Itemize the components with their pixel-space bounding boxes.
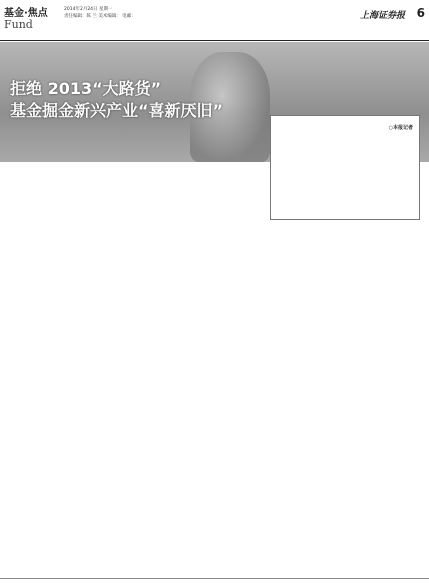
section-subtitle: Fund xyxy=(4,18,33,31)
newspaper-brand: 上海证券报 xyxy=(359,11,405,21)
editor-line: 责任编辑：陈 兰 美术编辑： 电邮： xyxy=(64,14,136,19)
headline-line-2: 基金掘金新兴产业“喜新厌旧” xyxy=(10,101,224,120)
footer-rule xyxy=(0,578,429,579)
summary-byline: ○本报记者 xyxy=(388,125,413,131)
article-column-2 xyxy=(151,165,279,575)
headline-line-1: 拒绝 2013“大路货” xyxy=(10,79,162,98)
issue-date: 2014年2月24日 星期一 xyxy=(64,7,113,12)
headline xyxy=(10,78,223,122)
article-column-3 xyxy=(294,165,422,575)
page-header xyxy=(0,0,429,41)
article-body xyxy=(8,165,422,575)
issue-meta xyxy=(64,6,334,20)
page-number: 6 xyxy=(416,6,425,20)
section-title: 基金·焦点 xyxy=(4,8,48,19)
article-column-1 xyxy=(8,165,136,575)
